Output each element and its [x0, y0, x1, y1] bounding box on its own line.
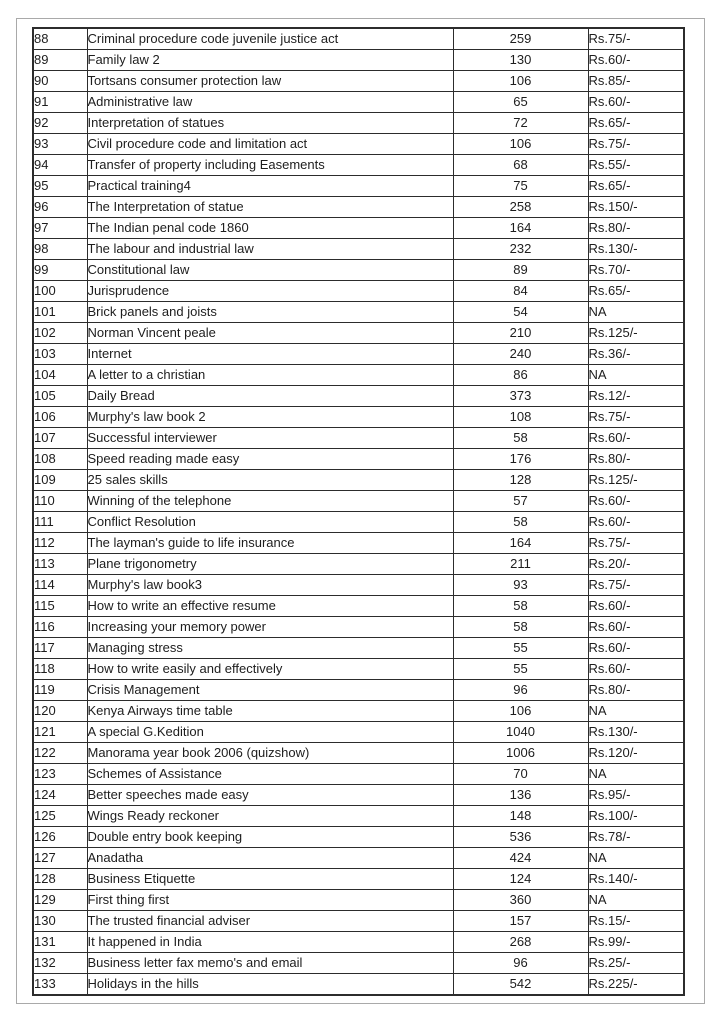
book-title-cell: The Interpretation of statue	[87, 197, 453, 218]
page-count-cell: 211	[453, 554, 588, 575]
price-cell: Rs.60/-	[588, 659, 684, 680]
table-row	[33, 50, 684, 71]
book-title-cell: Business Etiquette	[87, 869, 453, 890]
page-count-cell: 360	[453, 890, 588, 911]
book-title-cell: It happened in India	[87, 932, 453, 953]
serial-number-cell: 113	[33, 554, 87, 575]
book-title-cell: Better speeches made easy	[87, 785, 453, 806]
serial-number-cell: 108	[33, 449, 87, 470]
price-cell: Rs.12/-	[588, 386, 684, 407]
table-row	[33, 92, 684, 113]
price-cell: Rs.75/-	[588, 28, 684, 50]
book-title-cell: A special G.Kedition	[87, 722, 453, 743]
book-title-cell: First thing first	[87, 890, 453, 911]
serial-number-cell: 107	[33, 428, 87, 449]
table-row	[33, 218, 684, 239]
book-title-cell: The Indian penal code 1860	[87, 218, 453, 239]
serial-number-cell: 111	[33, 512, 87, 533]
price-cell: Rs.85/-	[588, 71, 684, 92]
book-title-cell: Transfer of property including Easements	[87, 155, 453, 176]
serial-number-cell: 132	[33, 953, 87, 974]
page-count-cell: 93	[453, 575, 588, 596]
book-title-cell: The labour and industrial law	[87, 239, 453, 260]
page-count-cell: 124	[453, 869, 588, 890]
book-title-cell: Practical training4	[87, 176, 453, 197]
serial-number-cell: 101	[33, 302, 87, 323]
table-row	[33, 407, 684, 428]
serial-number-cell: 109	[33, 470, 87, 491]
serial-number-cell: 125	[33, 806, 87, 827]
serial-number-cell: 124	[33, 785, 87, 806]
price-cell: Rs.75/-	[588, 533, 684, 554]
book-title-cell: Speed reading made easy	[87, 449, 453, 470]
page-count-cell: 1040	[453, 722, 588, 743]
page-count-cell: 96	[453, 680, 588, 701]
serial-number-cell: 90	[33, 71, 87, 92]
price-cell: Rs.75/-	[588, 134, 684, 155]
table-row	[33, 659, 684, 680]
page-count-cell: 58	[453, 617, 588, 638]
page-count-cell: 1006	[453, 743, 588, 764]
serial-number-cell: 96	[33, 197, 87, 218]
price-cell: Rs.75/-	[588, 407, 684, 428]
serial-number-cell: 98	[33, 239, 87, 260]
price-cell: Rs.60/-	[588, 92, 684, 113]
book-title-cell: Managing stress	[87, 638, 453, 659]
table-row	[33, 722, 684, 743]
price-cell: Rs.36/-	[588, 344, 684, 365]
table-row	[33, 281, 684, 302]
table-row	[33, 260, 684, 281]
price-cell: Rs.80/-	[588, 449, 684, 470]
page-count-cell: 84	[453, 281, 588, 302]
book-title-cell: Internet	[87, 344, 453, 365]
serial-number-cell: 100	[33, 281, 87, 302]
price-cell: Rs.120/-	[588, 743, 684, 764]
page-count-cell: 108	[453, 407, 588, 428]
price-cell: NA	[588, 848, 684, 869]
table-row	[33, 575, 684, 596]
page-count-cell: 58	[453, 596, 588, 617]
page-count-cell: 424	[453, 848, 588, 869]
table-row	[33, 533, 684, 554]
serial-number-cell: 126	[33, 827, 87, 848]
table-row	[33, 848, 684, 869]
table-row	[33, 638, 684, 659]
book-title-cell: Wings Ready reckoner	[87, 806, 453, 827]
table-row	[33, 869, 684, 890]
price-cell: Rs.100/-	[588, 806, 684, 827]
book-title-cell: The trusted financial adviser	[87, 911, 453, 932]
price-cell: Rs.130/-	[588, 722, 684, 743]
price-cell: NA	[588, 302, 684, 323]
serial-number-cell: 130	[33, 911, 87, 932]
table-row	[33, 71, 684, 92]
table-row	[33, 806, 684, 827]
price-cell: NA	[588, 701, 684, 722]
price-cell: Rs.60/-	[588, 428, 684, 449]
table-row	[33, 197, 684, 218]
page-count-cell: 542	[453, 974, 588, 996]
price-cell: Rs.60/-	[588, 491, 684, 512]
page-count-cell: 258	[453, 197, 588, 218]
price-cell: Rs.125/-	[588, 470, 684, 491]
price-cell: Rs.130/-	[588, 239, 684, 260]
page-count-cell: 55	[453, 638, 588, 659]
book-title-cell: How to write easily and effectively	[87, 659, 453, 680]
book-title-cell: Murphy's law book3	[87, 575, 453, 596]
table-row	[33, 28, 684, 50]
page-count-cell: 57	[453, 491, 588, 512]
table-row	[33, 449, 684, 470]
serial-number-cell: 97	[33, 218, 87, 239]
book-title-cell: Administrative law	[87, 92, 453, 113]
price-cell: Rs.65/-	[588, 113, 684, 134]
page-count-cell: 130	[453, 50, 588, 71]
serial-number-cell: 116	[33, 617, 87, 638]
price-cell: Rs.60/-	[588, 512, 684, 533]
serial-number-cell: 93	[33, 134, 87, 155]
table-row	[33, 554, 684, 575]
book-title-cell: Conflict Resolution	[87, 512, 453, 533]
table-row	[33, 512, 684, 533]
serial-number-cell: 129	[33, 890, 87, 911]
serial-number-cell: 103	[33, 344, 87, 365]
price-cell: Rs.150/-	[588, 197, 684, 218]
serial-number-cell: 95	[33, 176, 87, 197]
price-cell: Rs.95/-	[588, 785, 684, 806]
page-count-cell: 240	[453, 344, 588, 365]
book-title-cell: Criminal procedure code juvenile justice act	[87, 28, 453, 50]
page-count-cell: 157	[453, 911, 588, 932]
serial-number-cell: 112	[33, 533, 87, 554]
book-title-cell: The layman's guide to life insurance	[87, 533, 453, 554]
table-row	[33, 134, 684, 155]
page-count-cell: 164	[453, 533, 588, 554]
price-cell: Rs.20/-	[588, 554, 684, 575]
book-title-cell: How to write an effective resume	[87, 596, 453, 617]
page-count-cell: 176	[453, 449, 588, 470]
book-title-cell: Constitutional law	[87, 260, 453, 281]
book-title-cell: Murphy's law book 2	[87, 407, 453, 428]
page-count-cell: 54	[453, 302, 588, 323]
page-count-cell: 75	[453, 176, 588, 197]
page-count-cell: 96	[453, 953, 588, 974]
serial-number-cell: 110	[33, 491, 87, 512]
serial-number-cell: 102	[33, 323, 87, 344]
price-cell: Rs.60/-	[588, 617, 684, 638]
table-row	[33, 932, 684, 953]
page-count-cell: 128	[453, 470, 588, 491]
table-row	[33, 617, 684, 638]
serial-number-cell: 92	[33, 113, 87, 134]
book-title-cell: A letter to a christian	[87, 365, 453, 386]
page-count-cell: 106	[453, 701, 588, 722]
page-count-cell: 232	[453, 239, 588, 260]
book-title-cell: 25 sales skills	[87, 470, 453, 491]
page-count-cell: 148	[453, 806, 588, 827]
table-row	[33, 680, 684, 701]
price-cell: Rs.78/-	[588, 827, 684, 848]
serial-number-cell: 117	[33, 638, 87, 659]
page-count-cell: 70	[453, 764, 588, 785]
price-cell: Rs.225/-	[588, 974, 684, 996]
table-row	[33, 491, 684, 512]
serial-number-cell: 133	[33, 974, 87, 996]
book-title-cell: Increasing your memory power	[87, 617, 453, 638]
book-title-cell: Tortsans consumer protection law	[87, 71, 453, 92]
book-title-cell: Double entry book keeping	[87, 827, 453, 848]
book-title-cell: Kenya Airways time table	[87, 701, 453, 722]
serial-number-cell: 89	[33, 50, 87, 71]
page-count-cell: 210	[453, 323, 588, 344]
book-title-cell: Holidays in the hills	[87, 974, 453, 996]
table-row	[33, 911, 684, 932]
book-title-cell: Interpretation of statues	[87, 113, 453, 134]
table-row	[33, 239, 684, 260]
page-count-cell: 58	[453, 428, 588, 449]
price-cell: Rs.60/-	[588, 596, 684, 617]
serial-number-cell: 105	[33, 386, 87, 407]
book-title-cell: Crisis Management	[87, 680, 453, 701]
page-count-cell: 89	[453, 260, 588, 281]
table-row	[33, 827, 684, 848]
table-row	[33, 764, 684, 785]
serial-number-cell: 115	[33, 596, 87, 617]
serial-number-cell: 121	[33, 722, 87, 743]
table-row	[33, 743, 684, 764]
book-price-table	[32, 27, 685, 996]
serial-number-cell: 131	[33, 932, 87, 953]
serial-number-cell: 114	[33, 575, 87, 596]
price-cell: Rs.65/-	[588, 176, 684, 197]
serial-number-cell: 119	[33, 680, 87, 701]
book-title-cell: Norman Vincent peale	[87, 323, 453, 344]
book-title-cell: Manorama year book 2006 (quizshow)	[87, 743, 453, 764]
serial-number-cell: 91	[33, 92, 87, 113]
book-title-cell: Daily Bread	[87, 386, 453, 407]
table-row	[33, 302, 684, 323]
price-cell: Rs.25/-	[588, 953, 684, 974]
page-count-cell: 86	[453, 365, 588, 386]
price-cell: Rs.140/-	[588, 869, 684, 890]
page-count-cell: 72	[453, 113, 588, 134]
book-title-cell: Civil procedure code and limitation act	[87, 134, 453, 155]
serial-number-cell: 106	[33, 407, 87, 428]
table-row	[33, 890, 684, 911]
price-cell: Rs.125/-	[588, 323, 684, 344]
book-title-cell: Brick panels and joists	[87, 302, 453, 323]
page-count-cell: 68	[453, 155, 588, 176]
table-row	[33, 974, 684, 996]
price-cell: Rs.80/-	[588, 218, 684, 239]
price-cell: Rs.15/-	[588, 911, 684, 932]
table-row	[33, 386, 684, 407]
price-cell: Rs.80/-	[588, 680, 684, 701]
page-count-cell: 164	[453, 218, 588, 239]
table-row	[33, 365, 684, 386]
table-row	[33, 176, 684, 197]
table-row	[33, 953, 684, 974]
page-count-cell: 268	[453, 932, 588, 953]
price-cell: NA	[588, 890, 684, 911]
table-row	[33, 428, 684, 449]
page-count-cell: 373	[453, 386, 588, 407]
price-cell: Rs.99/-	[588, 932, 684, 953]
page-count-cell: 536	[453, 827, 588, 848]
book-table-body	[33, 28, 684, 995]
page-count-cell: 136	[453, 785, 588, 806]
table-row	[33, 155, 684, 176]
book-title-cell: Business letter fax memo's and email	[87, 953, 453, 974]
page-count-cell: 106	[453, 134, 588, 155]
book-title-cell: Plane trigonometry	[87, 554, 453, 575]
serial-number-cell: 118	[33, 659, 87, 680]
table-row	[33, 701, 684, 722]
price-cell: Rs.65/-	[588, 281, 684, 302]
price-cell: Rs.60/-	[588, 50, 684, 71]
serial-number-cell: 94	[33, 155, 87, 176]
table-row	[33, 470, 684, 491]
serial-number-cell: 122	[33, 743, 87, 764]
page-count-cell: 55	[453, 659, 588, 680]
serial-number-cell: 88	[33, 28, 87, 50]
page-count-cell: 58	[453, 512, 588, 533]
table-row	[33, 596, 684, 617]
book-title-cell: Jurisprudence	[87, 281, 453, 302]
book-title-cell: Winning of the telephone	[87, 491, 453, 512]
serial-number-cell: 123	[33, 764, 87, 785]
table-row	[33, 113, 684, 134]
serial-number-cell: 127	[33, 848, 87, 869]
price-cell: NA	[588, 365, 684, 386]
book-title-cell: Family law 2	[87, 50, 453, 71]
book-title-cell: Successful interviewer	[87, 428, 453, 449]
price-cell: Rs.55/-	[588, 155, 684, 176]
serial-number-cell: 128	[33, 869, 87, 890]
book-title-cell: Schemes of Assistance	[87, 764, 453, 785]
book-title-cell: Anadatha	[87, 848, 453, 869]
price-cell: Rs.75/-	[588, 575, 684, 596]
price-cell: NA	[588, 764, 684, 785]
serial-number-cell: 120	[33, 701, 87, 722]
page-count-cell: 259	[453, 28, 588, 50]
table-row	[33, 323, 684, 344]
serial-number-cell: 104	[33, 365, 87, 386]
serial-number-cell: 99	[33, 260, 87, 281]
price-cell: Rs.70/-	[588, 260, 684, 281]
page-count-cell: 65	[453, 92, 588, 113]
page-count-cell: 106	[453, 71, 588, 92]
table-row	[33, 785, 684, 806]
table-row	[33, 344, 684, 365]
price-cell: Rs.60/-	[588, 638, 684, 659]
